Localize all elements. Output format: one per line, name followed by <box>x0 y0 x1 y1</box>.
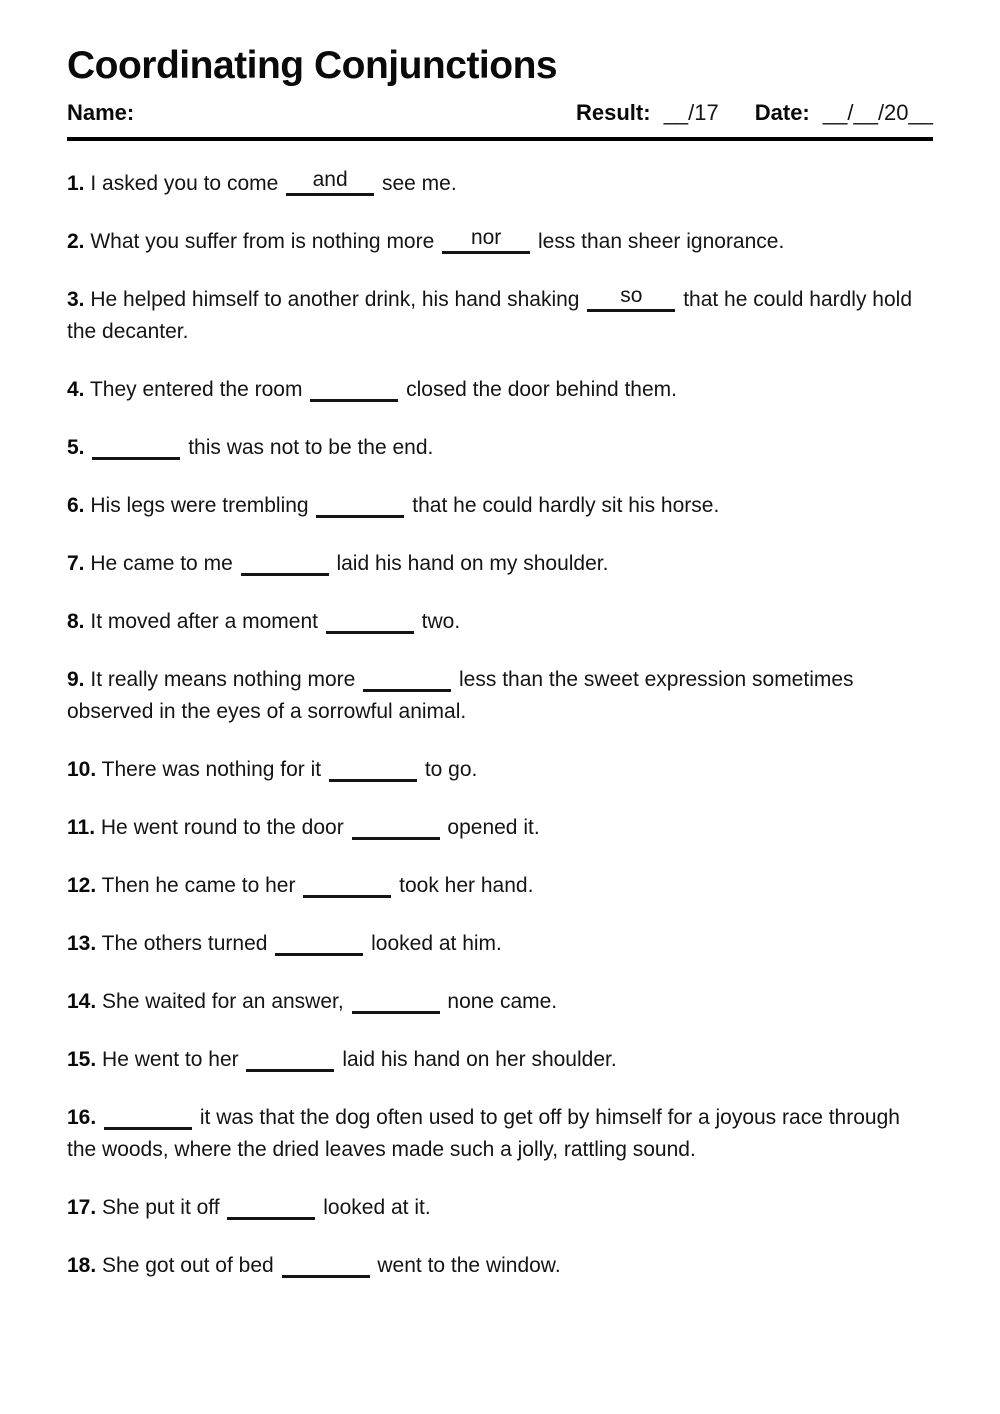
question-number: 1. <box>67 172 85 195</box>
question-6 <box>67 490 933 522</box>
question-number: 6. <box>67 494 85 517</box>
question-8 <box>67 606 933 638</box>
question-post-text: that he could hardly sit his horse. <box>412 494 720 517</box>
question-pre-text: His legs were trembling <box>90 494 309 517</box>
question-post-text: none came. <box>447 990 558 1013</box>
question-18 <box>67 1250 933 1282</box>
question-11 <box>67 812 933 844</box>
question-post-text: looked at him. <box>371 932 502 955</box>
question-7 <box>67 548 933 580</box>
question-number: 12. <box>67 874 97 897</box>
question-number: 17. <box>67 1196 97 1219</box>
question-2 <box>67 226 933 258</box>
question-pre-text: It moved after a moment <box>90 610 318 633</box>
answer-blank-16[interactable] <box>104 1103 192 1130</box>
answer-blank-9[interactable] <box>363 665 451 692</box>
answer-blank-5[interactable] <box>92 433 180 460</box>
question-pre-text: He went to her <box>102 1048 239 1071</box>
question-pre-text: It really means nothing more <box>90 668 356 691</box>
question-4 <box>67 374 933 406</box>
question-number: 9. <box>67 668 85 691</box>
question-post-text: it was that the dog often used to get off by himself for a joyous race through the woods, where the dried leaves made such a jolly, rattling sound. <box>67 1106 900 1161</box>
question-post-text: closed the door behind them. <box>406 378 677 401</box>
question-15 <box>67 1044 933 1076</box>
result-label: Result: <box>576 100 651 125</box>
answer-blank-14[interactable] <box>352 987 440 1014</box>
answer-blank-3[interactable] <box>587 285 675 312</box>
date-group <box>755 100 933 126</box>
question-list <box>67 168 933 1282</box>
question-post-text: less than the sweet expression sometimes observed in the eyes of a sorrowful animal. <box>67 668 854 723</box>
question-pre-text: He went round to the door <box>100 816 344 839</box>
question-number: 8. <box>67 610 85 633</box>
answer-text: nor <box>470 226 502 249</box>
question-17 <box>67 1192 933 1224</box>
answer-blank-7[interactable] <box>241 549 329 576</box>
question-post-text: went to the window. <box>377 1254 561 1277</box>
answer-blank-15[interactable] <box>246 1045 334 1072</box>
question-number: 7. <box>67 552 85 575</box>
question-number: 14. <box>67 990 97 1013</box>
question-pre-text: They entered the room <box>89 378 303 401</box>
question-post-text: two. <box>421 610 461 633</box>
question-number: 2. <box>67 230 85 253</box>
answer-blank-18[interactable] <box>282 1251 370 1278</box>
question-10 <box>67 754 933 786</box>
question-post-text: laid his hand on her shoulder. <box>342 1048 617 1071</box>
answer-blank-2[interactable] <box>442 227 530 254</box>
question-pre-text: He helped himself to another drink, his hand shaking <box>90 288 580 311</box>
question-number: 13. <box>67 932 97 955</box>
answer-blank-12[interactable] <box>303 871 391 898</box>
question-number: 15. <box>67 1048 97 1071</box>
question-post-text: that he could hardly hold the decanter. <box>67 288 913 343</box>
header-meta-row <box>67 100 933 126</box>
question-13 <box>67 928 933 960</box>
answer-blank-13[interactable] <box>275 929 363 956</box>
question-1 <box>67 168 933 200</box>
question-post-text: this was not to be the end. <box>188 436 434 459</box>
header-rule <box>67 137 933 141</box>
question-3 <box>67 284 933 348</box>
question-post-text: took her hand. <box>399 874 534 897</box>
question-5 <box>67 432 933 464</box>
question-pre-text: He came to me <box>90 552 233 575</box>
name-fill-area[interactable] <box>134 100 576 126</box>
question-post-text: to go. <box>424 758 478 781</box>
result-value: __/17 <box>663 100 719 125</box>
question-12 <box>67 870 933 902</box>
answer-text: and <box>312 168 348 191</box>
question-pre-text: What you suffer from is nothing more <box>90 230 435 253</box>
question-16 <box>67 1102 933 1166</box>
question-pre-text: There was nothing for it <box>101 758 322 781</box>
answer-blank-8[interactable] <box>326 607 414 634</box>
question-post-text: see me. <box>381 172 457 195</box>
date-value: __/__/20__ <box>822 100 933 125</box>
name-label: Name: <box>67 100 135 125</box>
question-pre-text: She waited for an answer, <box>102 990 344 1013</box>
result-group <box>576 100 719 126</box>
answer-blank-10[interactable] <box>329 755 417 782</box>
question-number: 18. <box>67 1254 97 1277</box>
question-number: 3. <box>67 288 85 311</box>
answer-blank-4[interactable] <box>310 375 398 402</box>
question-post-text: opened it. <box>447 816 540 839</box>
answer-blank-6[interactable] <box>316 491 404 518</box>
question-number: 5. <box>67 436 85 459</box>
question-number: 10. <box>67 758 97 781</box>
question-post-text: less than sheer ignorance. <box>537 230 785 253</box>
question-pre-text: She put it off <box>102 1196 220 1219</box>
question-post-text: laid his hand on my shoulder. <box>336 552 609 575</box>
question-number: 4. <box>67 378 85 401</box>
question-number: 16. <box>67 1106 97 1129</box>
question-pre-text: Then he came to her <box>101 874 296 897</box>
question-9 <box>67 664 933 728</box>
question-14 <box>67 986 933 1018</box>
page-title: Coordinating Conjunctions <box>67 44 558 87</box>
question-pre-text: She got out of bed <box>102 1254 274 1277</box>
question-post-text: looked at it. <box>323 1196 431 1219</box>
question-number: 11. <box>67 816 96 839</box>
answer-blank-17[interactable] <box>227 1193 315 1220</box>
answer-blank-11[interactable] <box>352 813 440 840</box>
date-label: Date: <box>754 100 810 125</box>
question-pre-text: The others turned <box>101 932 268 955</box>
answer-blank-1[interactable] <box>286 169 374 196</box>
question-pre-text: I asked you to come <box>90 172 279 195</box>
answer-text: so <box>620 284 643 307</box>
